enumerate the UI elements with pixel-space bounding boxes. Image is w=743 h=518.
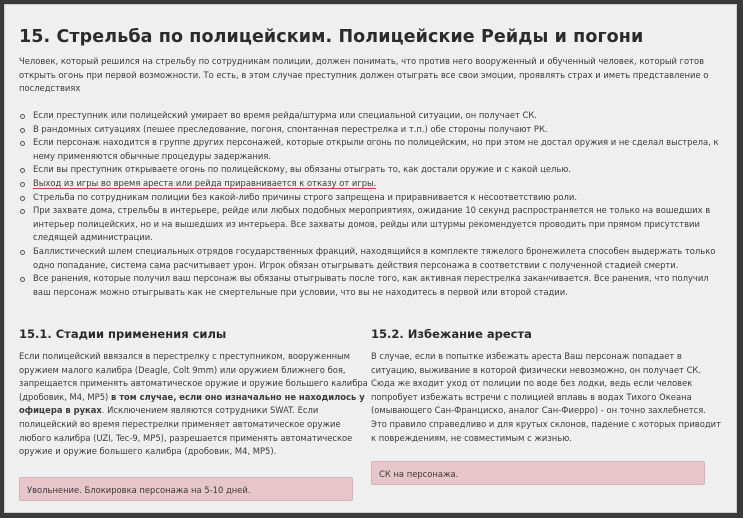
subsection-heading-force: 15.1. Стадии применения силы [19, 327, 227, 341]
force-stages-paragraph [19, 350, 369, 459]
arrest-paragraph: В случае, если в попытке избежать ареста Ваш персонаж попадает в ситуацию, выживание в которой физически невозможно, он получает СК. Сюда же входит уход от полиции по воде без лодки, ведь если человек попробует избежать встречи с полицией вплавь в водах Тихого Океана (омывающего Сан-Франциско, аналог Сан-Фиерро) - он точно захлебнется. Это правило справедливо и для крутых склонов, падение с которых приводит к повреждениям, не совместимым с жизнью. [371, 351, 721, 443]
force-text: Если полицейский ввязался в перестрелку с преступником, вооруженным оружием малого калибра (Deagle, Colt 9mm) или оружием ближнего боя, запрещается применять автоматическое оружие и оружие большего калибра (дробовик, M4, MP5) [19, 351, 368, 402]
penalty-note-arrest: СК на персонажа. [371, 461, 705, 485]
list-item: Баллистический шлем специальных отрядов государственных фракций, находящийся в комплекте тяжелого бронежилета способен выдержать только одно попадание, система сама расчитывает урон. Игрок обязан отыгрывать действия персонажа в соответствии с полученной стадией смерти. [19, 245, 725, 272]
list-item-highlighted [19, 177, 725, 191]
page-title: 15. Стрельба по полицейским. Полицейские Рейды и погони [19, 27, 644, 47]
list-item: Если преступник или полицейский умирает во время рейда/штурма или специальной ситуации, он получает СК. [19, 109, 725, 123]
list-item: Если персонаж находится в группе других персонажей, которые открыли огонь по полицейским, но при этом не достал оружия и не сделал выстрела, к нему применяются обычные процедуры задержания. [19, 136, 725, 163]
underlined-rule-text: Выход из игры во время ареста или рейда приравнивается к отказу от игры. [33, 177, 377, 188]
subsection-heading-arrest: 15.2. Избежание ареста [371, 327, 532, 341]
list-item: Все ранения, которые получил ваш персонаж вы обязаны отыгрывать после того, как активная перестрелка заканчивается. Все ранения, что получил ваш персонаж можно отыгрывать как не смертельные при условии, что вы не находитесь в первой или второй стадии. [19, 272, 725, 299]
list-item: Стрельба по сотрудникам полиции без какой-либо причины строго запрещена и приравнивается к несоответствию роли. [19, 191, 725, 205]
list-item: В рандомных ситуациях (пешее преследование, погоня, спонтанная перестрелка и т.п.) обе стороны получают РК. [19, 123, 725, 137]
rules-panel [4, 4, 737, 513]
list-item: Если вы преступник открываете огонь по полицейскому, вы обязаны отыграть то, как достали оружие и с какой целью. [19, 163, 725, 177]
penalty-note-force: Увольнение. Блокировка персонажа на 5-10 дней. [19, 477, 353, 501]
force-text-tail: . Исключением являются сотрудники SWAT. Если полицейский во время перестрелки применяет автоматическое оружие любого калибра (UZI, Tec-9, MP5), разрешается применять автоматическое оружие и оружие большего калибра (дробовик, M4, MP5). [19, 405, 353, 457]
rules-list [19, 109, 725, 299]
force-text-bold: в том случае, если оно изначально не находилось у офицера в руках [19, 391, 365, 416]
list-item: При захвате дома, стрельбы в интерьере, рейде или любых подобных мероприятиях, ожидание 10 секунд распространяется не только на вошедших в интерьер полицейских, но и на вышедших из интерьера. Все захваты домов, рейды или штурмы рекомендуется проводить при прямом присутствии следящей администрации. [19, 204, 725, 245]
intro-paragraph: Человек, который решился на стрельбу по сотрудникам полиции, должен понимать, что против него вооруженный и обученный человек, который готов открыть огонь при первой возможности. То есть, в этом случае преступник должен отыграть все свои эмоции, проявлять страх и иметь представление о последствиях [19, 56, 709, 94]
